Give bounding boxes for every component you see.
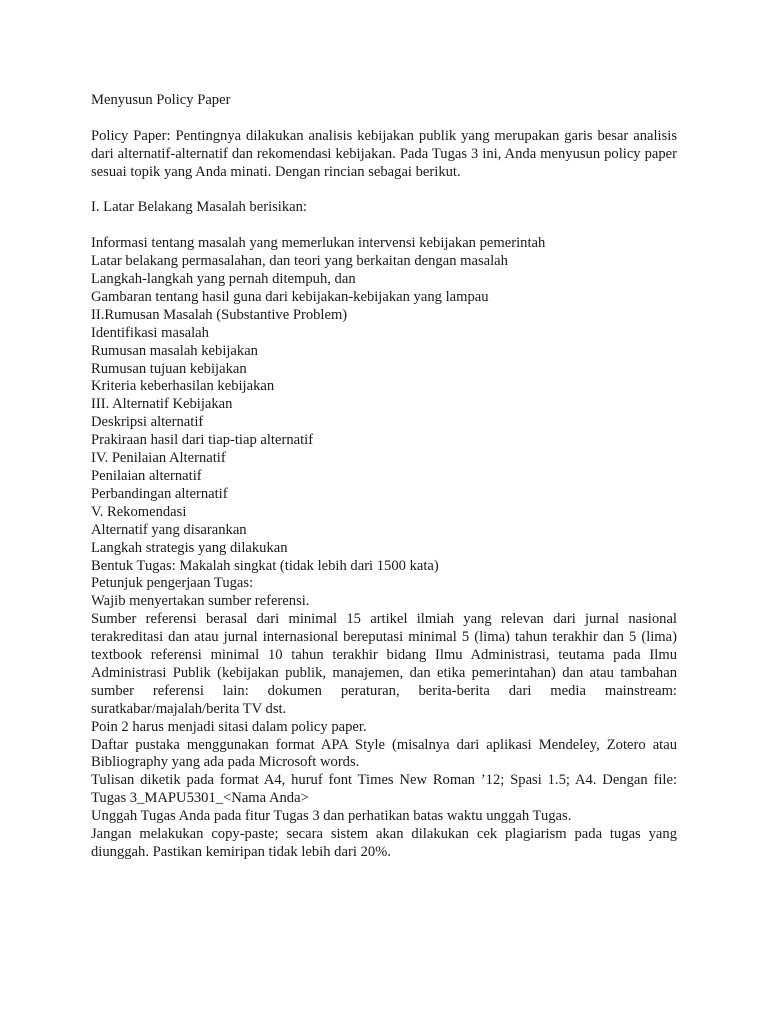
text-line: Unggah Tugas Anda pada fitur Tugas 3 dan perhatikan batas waktu unggah Tugas.: [91, 808, 572, 825]
text-line: Kriteria keberhasilan kebijakan: [91, 378, 275, 395]
text-line: Identifikasi masalah: [91, 324, 209, 341]
spacer: [91, 182, 677, 200]
text-line: Petunjuk pengerjaan Tugas:: [91, 575, 254, 592]
document-page: [91, 92, 677, 862]
text-line: Prakiraan hasil dari tiap-tiap alternatif: [91, 432, 314, 449]
text-line: Gambaran tentang hasil guna dari kebijakan-kebijakan yang lampau: [91, 288, 489, 305]
text-line: Perbandingan alternatif: [91, 485, 228, 502]
text-line: Deskripsi alternatif: [91, 414, 204, 431]
text-line: Langkah-langkah yang pernah ditempuh, dan: [91, 271, 356, 288]
sources-paragraph: Sumber referensi berasal dari minimal 15 artikel ilmiah yang relevan dari jurnal nasional terakreditasi dan atau jurnal internasional bereputasi minimal 5 (lima) tahun terakhir dan 5 (lima) textbook referensi minimal 10 tahun terakhir bidang Ilmu Administrasi, teutama pada Ilmu Administrasi Publik (kebijakan publik, manajemen, dan etika pemerintahan) dan atau tambahan sumber referensi lain: dokumen peraturan, berita-berita dari media mainstream: suratkabar/majalah/berita TV dst.: [91, 611, 677, 717]
text-line: Alternatif yang disarankan: [91, 521, 247, 538]
text-line: Informasi tentang masalah yang memerlukan intervensi kebijakan pemerintah: [91, 235, 546, 252]
text-line: Latar belakang permasalahan, dan teori yang berkaitan dengan masalah: [91, 253, 508, 270]
text-line: Poin 2 harus menjadi sitasi dalam policy paper.: [91, 718, 367, 735]
format-paragraph: Tulisan diketik pada format A4, huruf font Times New Roman ’12; Spasi 1.5; A4. Dengan file: Tugas 3_MAPU5301_<Nama Anda>: [91, 772, 677, 807]
section5-heading: V. Rekomendasi: [91, 503, 187, 520]
text-line: Rumusan tujuan kebijakan: [91, 360, 247, 377]
text-line: Langkah strategis yang dilakukan: [91, 539, 288, 556]
plagiarism-paragraph: Jangan melakukan copy-paste; secara sistem akan dilakukan cek plagiarism pada tugas yang diunggah. Pastikan kemiripan tidak lebih dari 20%.: [91, 826, 677, 861]
spacer: [91, 217, 677, 235]
bibliography-paragraph: Daftar pustaka menggunakan format APA Style (misalnya dari aplikasi Mendeley, Zotero atau Bibliography yang ada pada Microsoft words.: [91, 736, 677, 771]
text-line: Rumusan masalah kebijakan: [91, 342, 258, 359]
spacer: [91, 110, 677, 128]
text-line: Bentuk Tugas: Makalah singkat (tidak lebih dari 1500 kata): [91, 557, 439, 574]
doc-title: Menyusun Policy Paper: [91, 92, 231, 108]
section3-heading: III. Alternatif Kebijakan: [91, 396, 233, 413]
section1-heading: I. Latar Belakang Masalah berisikan:: [91, 199, 307, 216]
section4-heading: IV. Penilaian Alternatif: [91, 450, 226, 467]
section2-heading: II.Rumusan Masalah (Substantive Problem): [91, 306, 348, 323]
text-line: Wajib menyertakan sumber referensi.: [91, 593, 310, 610]
intro-paragraph: Policy Paper: Pentingnya dilakukan analisis kebijakan publik yang merupakan garis besar analisis dari alternatif-alternatif dan rekomendasi kebijakan. Pada Tugas 3 ini, Anda menyusun policy paper sesuai topik yang Anda minati. Dengan rincian sebagai berikut.: [91, 127, 677, 180]
text-line: Penilaian alternatif: [91, 467, 202, 484]
